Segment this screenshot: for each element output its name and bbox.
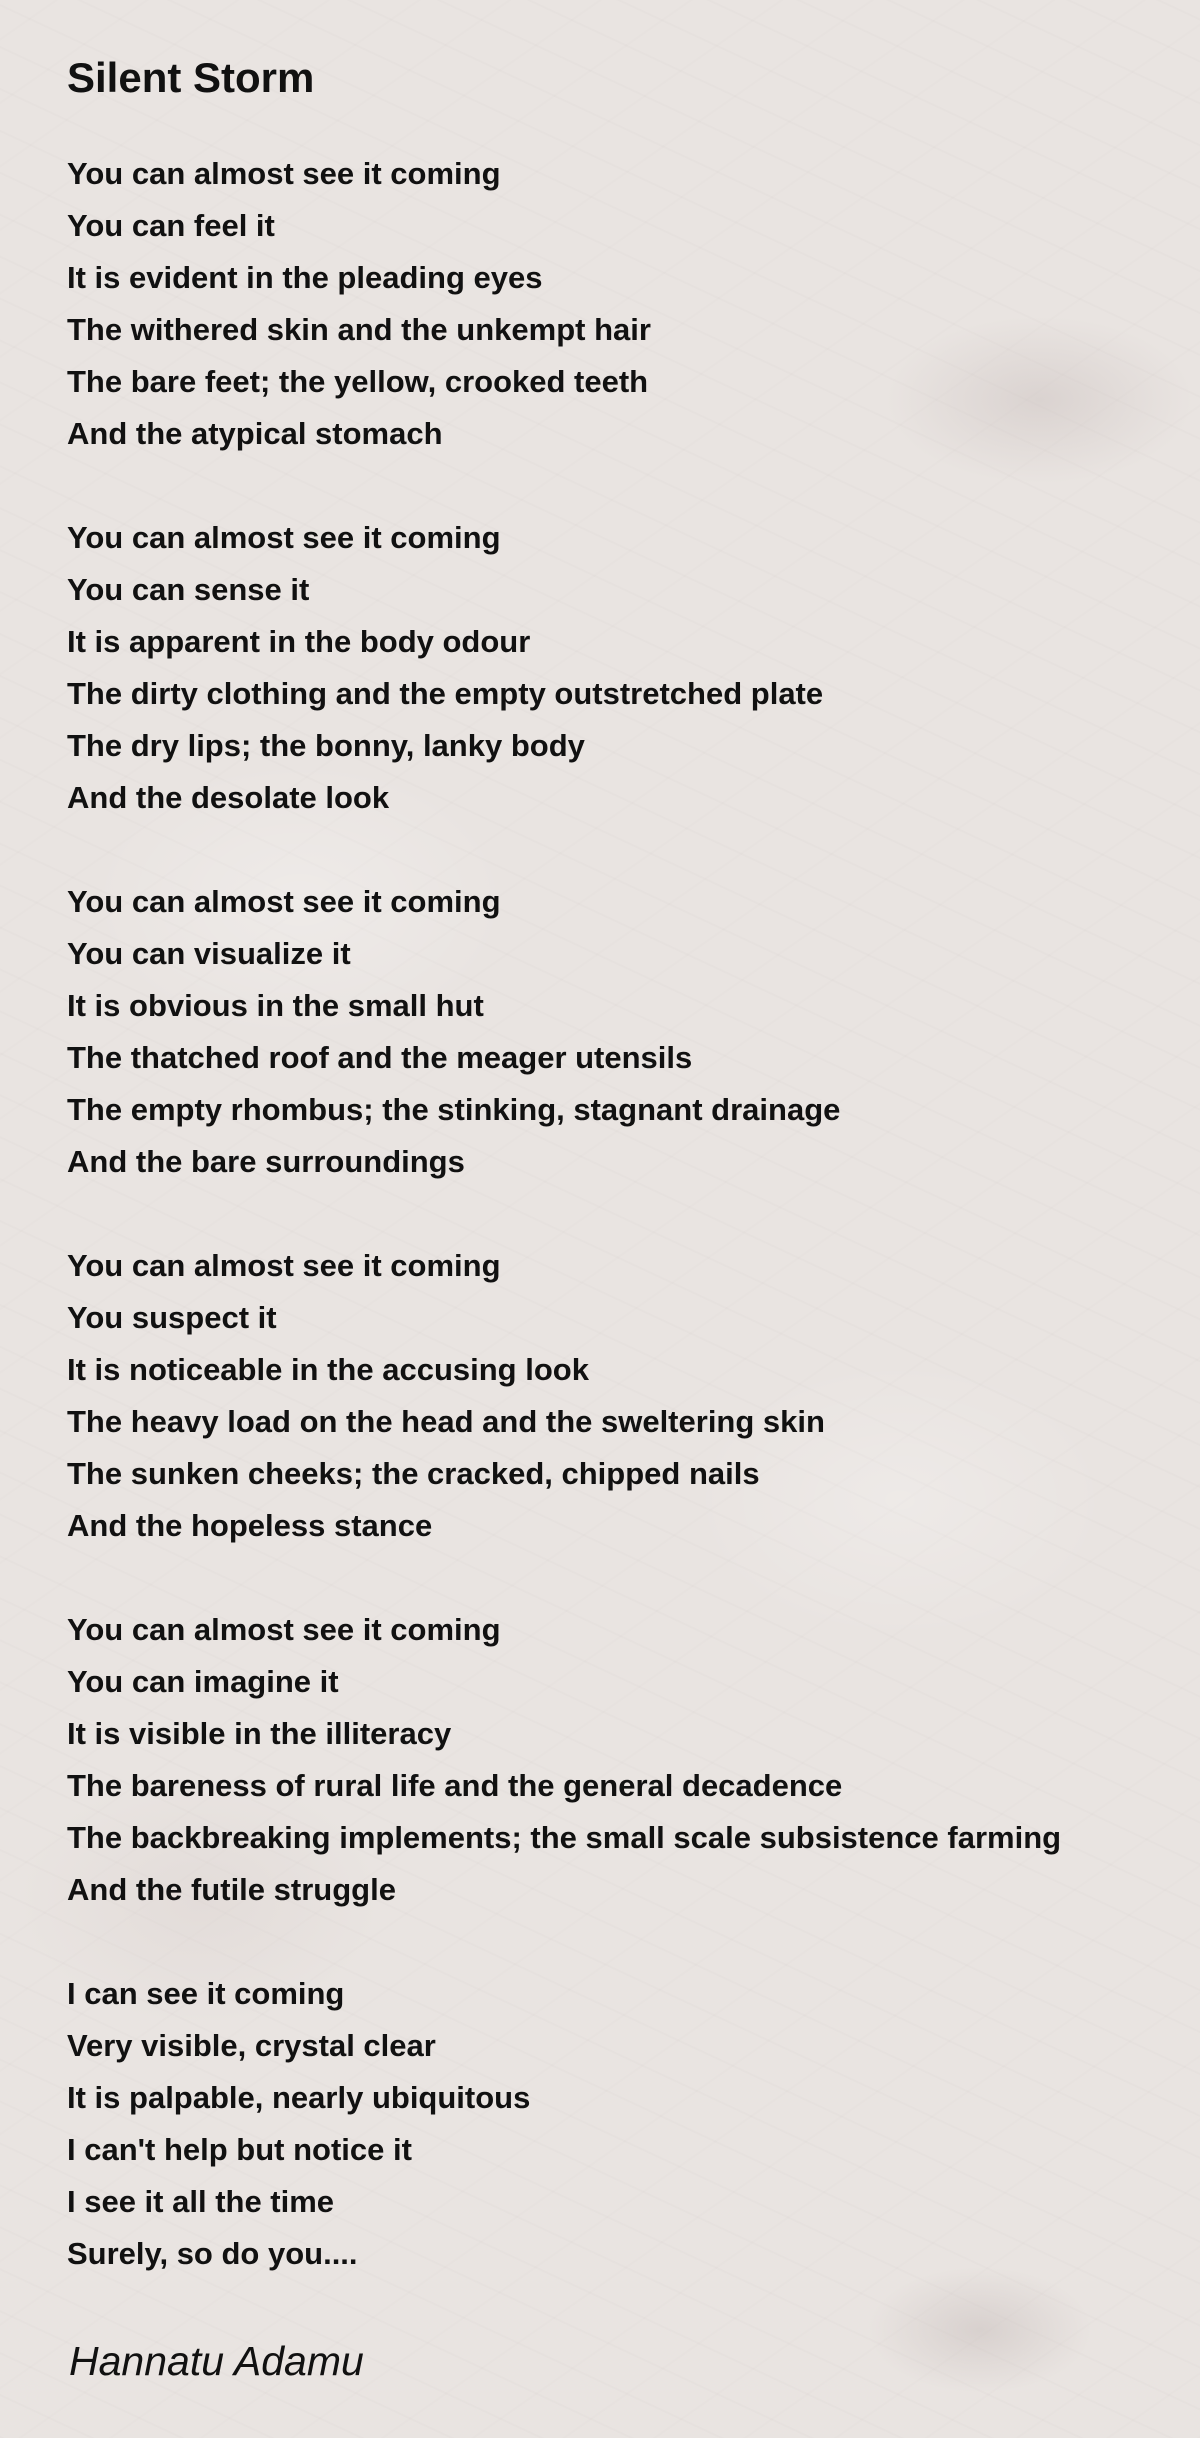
poem-line: You suspect it: [67, 1300, 277, 1335]
poem-line: The empty rhombus; the stinking, stagnant drainage: [67, 1092, 841, 1127]
poem-line: It is noticeable in the accusing look: [67, 1352, 589, 1387]
stanza-3: [67, 876, 1177, 1188]
poem-line: Surely, so do you....: [67, 2236, 358, 2271]
poem-line: You can visualize it: [67, 936, 351, 971]
poem-line: The dry lips; the bonny, lanky body: [67, 728, 585, 763]
poem-line: The bare feet; the yellow, crooked teeth: [67, 364, 649, 399]
poem-line: The dirty clothing and the empty outstretched plate: [67, 676, 824, 711]
poem-line: The withered skin and the unkempt hair: [67, 312, 651, 347]
poem-line: And the bare surroundings: [67, 1144, 465, 1179]
stanza-4: [67, 1240, 1177, 1552]
poem-line: It is obvious in the small hut: [67, 988, 484, 1023]
poem-line: And the desolate look: [67, 780, 390, 815]
poem-line: You can almost see it coming: [67, 1248, 501, 1283]
poem-line: The bareness of rural life and the general decadence: [67, 1768, 843, 1803]
poem-line: The sunken cheeks; the cracked, chipped nails: [67, 1456, 760, 1491]
poem-line: You can imagine it: [67, 1664, 339, 1699]
stanza-2: [67, 512, 1177, 824]
poem-line: It is palpable, nearly ubiquitous: [67, 2080, 531, 2115]
poem-line: It is evident in the pleading eyes: [67, 260, 543, 295]
poem-line: Very visible, crystal clear: [67, 2028, 436, 2063]
poem-title: Silent Storm: [67, 54, 315, 101]
poem-line: You can feel it: [67, 208, 275, 243]
poem-line: The backbreaking implements; the small scale subsistence farming: [67, 1820, 1062, 1855]
stanza-1: [67, 148, 1177, 460]
poem-line: You can almost see it coming: [67, 884, 501, 919]
poem-body: [67, 148, 1177, 2332]
poem-line: I can't help but notice it: [67, 2132, 412, 2167]
poem-line: It is visible in the illiteracy: [67, 1716, 452, 1751]
poem-line: You can almost see it coming: [67, 156, 501, 191]
poem-line: The thatched roof and the meager utensils: [67, 1040, 693, 1075]
poem-line: It is apparent in the body odour: [67, 624, 531, 659]
poem-line: And the futile struggle: [67, 1872, 396, 1907]
poem-line: I see it all the time: [67, 2184, 335, 2219]
poem-author: Hannatu Adamu: [69, 2338, 364, 2384]
stanza-6: [67, 1968, 1177, 2280]
poem-line: The heavy load on the head and the sweltering skin: [67, 1404, 825, 1439]
poem-line: And the hopeless stance: [67, 1508, 433, 1543]
poem-line: You can almost see it coming: [67, 1612, 501, 1647]
poem-line: And the atypical stomach: [67, 416, 443, 451]
poem-line: You can sense it: [67, 572, 310, 607]
poem-line: I can see it coming: [67, 1976, 345, 2011]
poem-line: You can almost see it coming: [67, 520, 501, 555]
stanza-5: [67, 1604, 1177, 1916]
